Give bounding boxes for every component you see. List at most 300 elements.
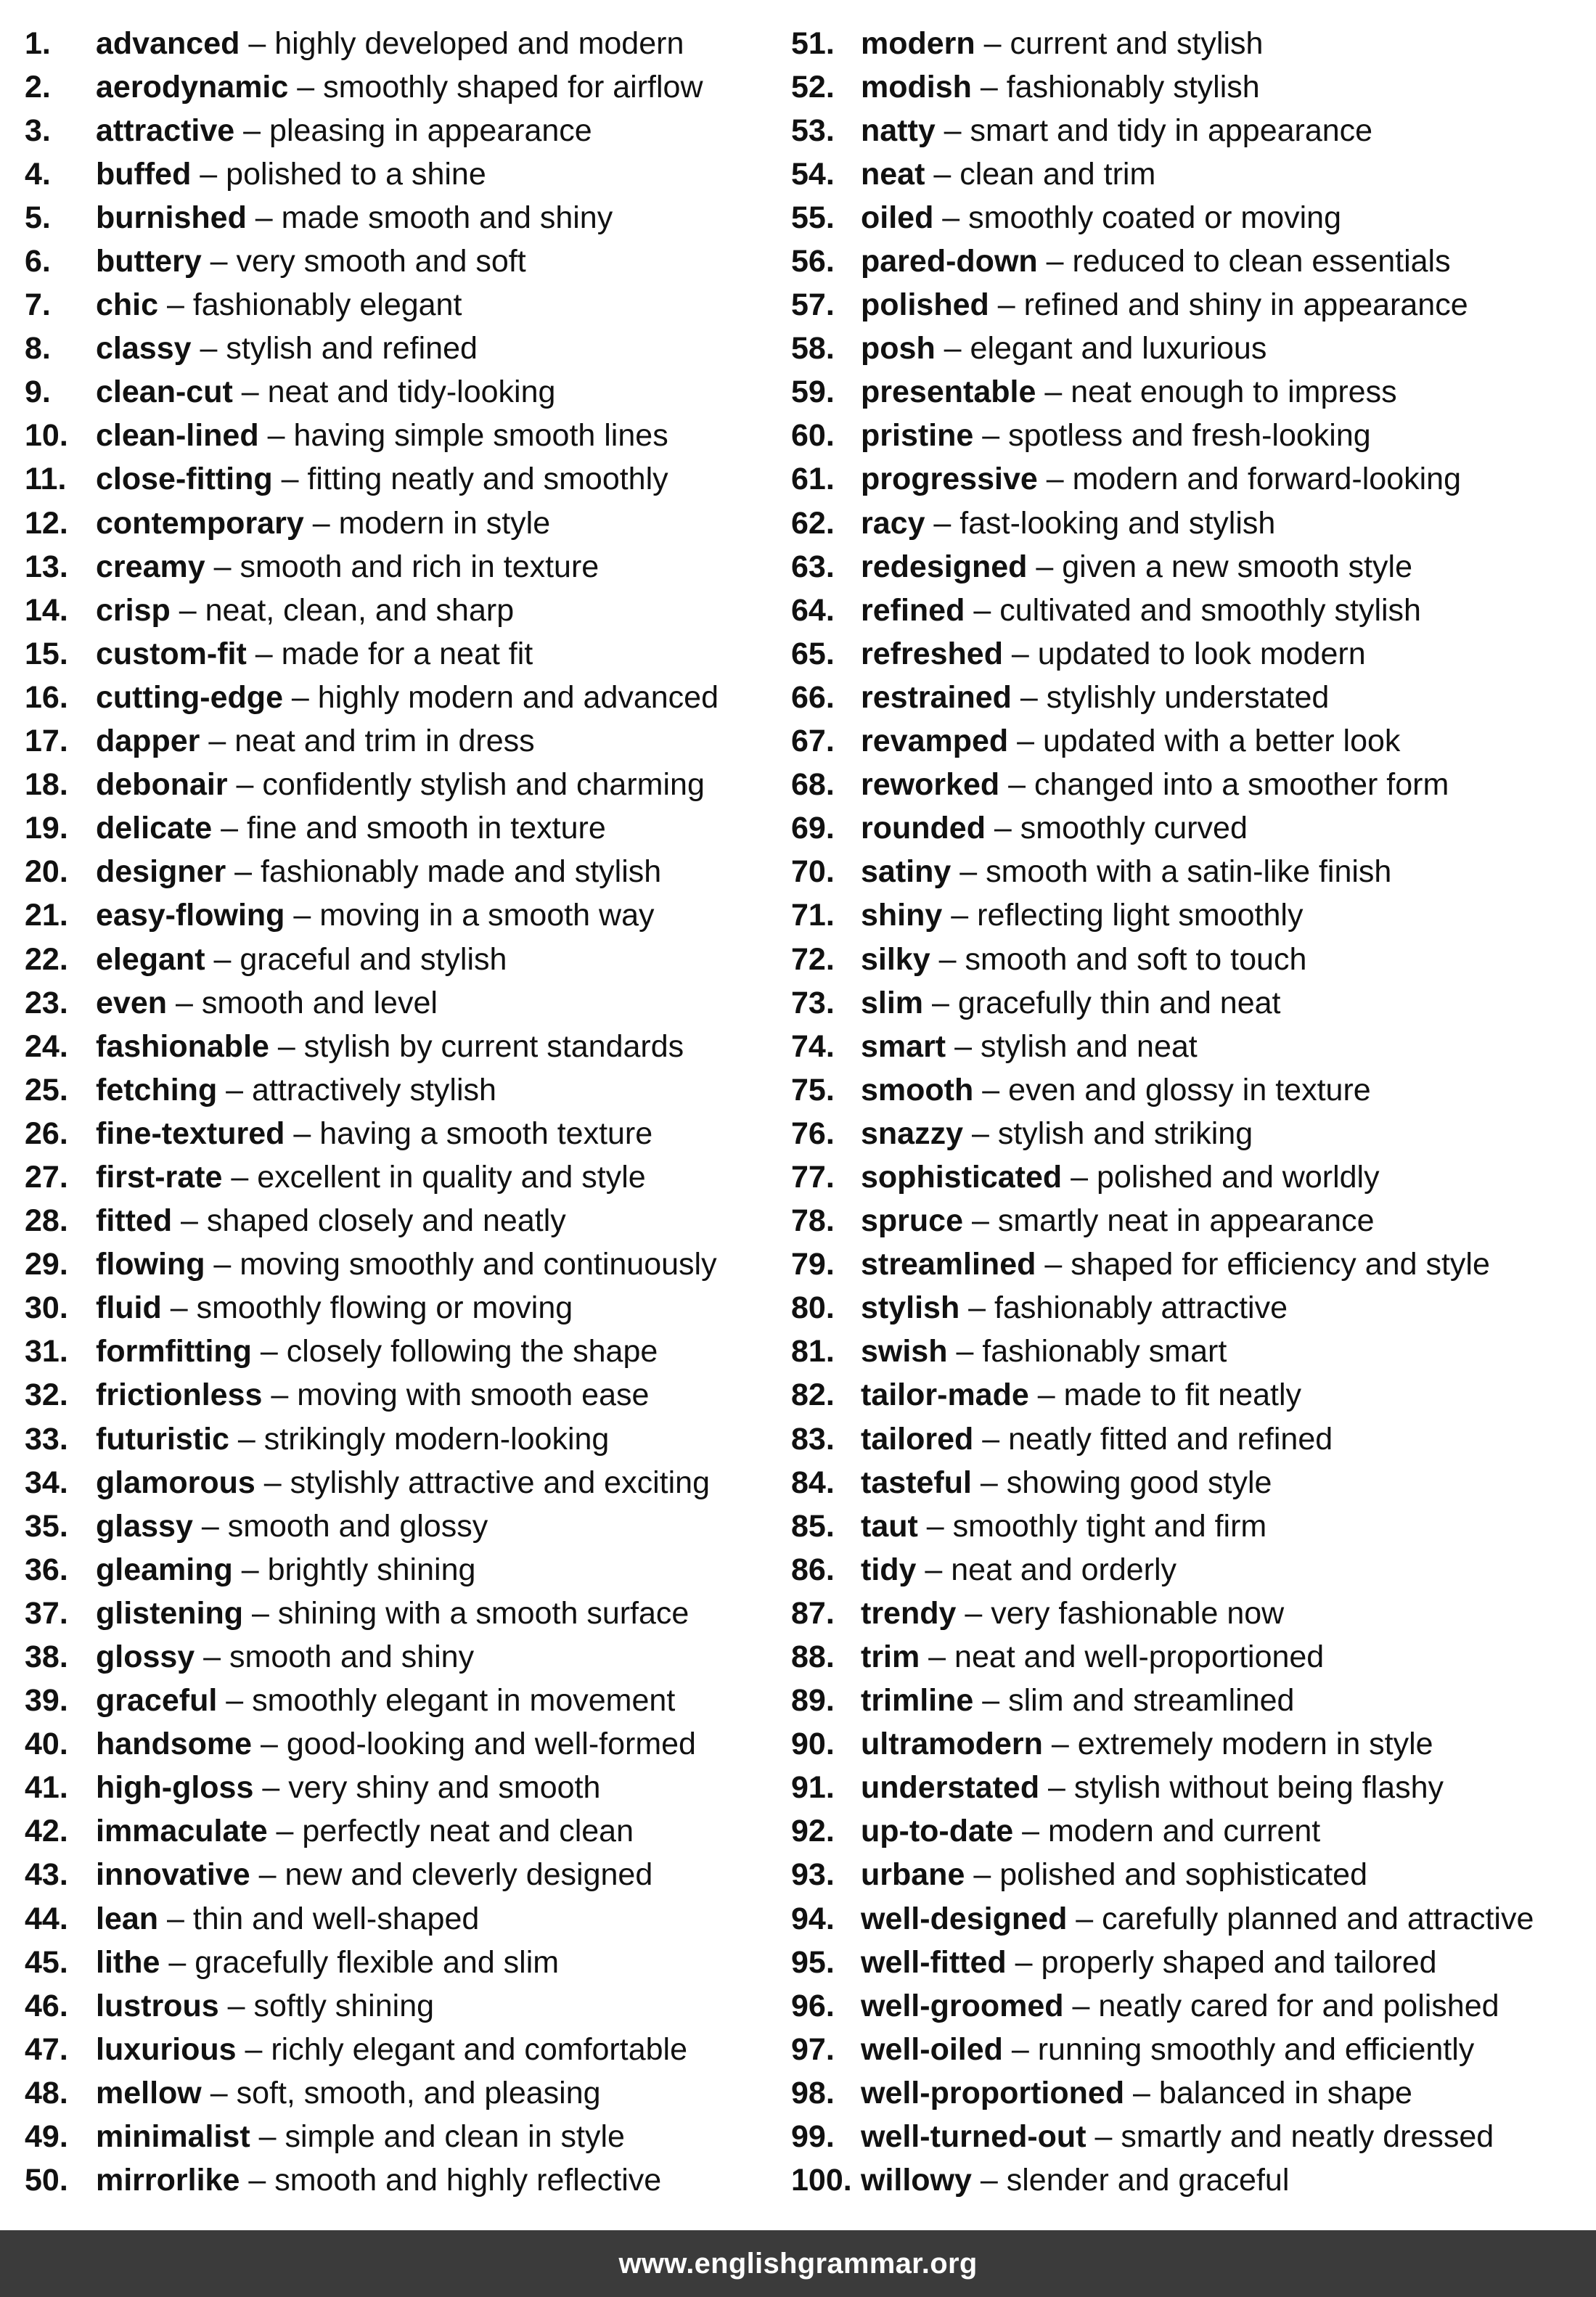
list-item: [791, 720, 1585, 763]
entry-word: tasteful: [861, 1465, 972, 1500]
entry-separator: –: [172, 1203, 207, 1239]
entry-number: 51.: [791, 25, 835, 61]
entry-definition: smooth and highly reflective: [274, 2163, 662, 2198]
entry-word: glassy: [96, 1508, 193, 1544]
entry-word: close-fitting: [96, 462, 273, 497]
entry-word: debonair: [96, 767, 228, 803]
list-item: [25, 1592, 791, 1635]
entry-separator: –: [971, 69, 1007, 105]
list-item: [791, 1155, 1585, 1199]
entry-word: burnished: [96, 200, 247, 235]
list-item: [791, 1548, 1585, 1592]
entry-word: tailored: [861, 1421, 974, 1457]
entry-definition: modern in style: [338, 505, 551, 541]
list-item: [25, 1941, 791, 1984]
list-item: [25, 2159, 791, 2203]
entry-number: 21.: [25, 898, 68, 933]
entry-number: 60.: [791, 418, 835, 454]
list-item: [25, 414, 791, 458]
entry-word: swish: [861, 1334, 948, 1369]
entry-word: modern: [861, 25, 975, 61]
entry-number: 73.: [791, 985, 835, 1020]
entry-word: innovative: [96, 1857, 250, 1893]
entry-number: 84.: [791, 1465, 835, 1500]
entry-number: 62.: [791, 505, 835, 541]
entry-number: 70.: [791, 854, 835, 890]
entry-number: 91.: [791, 1770, 835, 1806]
list-item: [25, 1461, 791, 1504]
entry-word: lean: [96, 1901, 159, 1936]
list-item: [791, 1417, 1585, 1461]
entry-word: ultramodern: [861, 1727, 1043, 1762]
list-item: [791, 239, 1585, 283]
entry-number: 7.: [25, 287, 51, 323]
list-item: [25, 545, 791, 589]
footer-url[interactable]: www.englishgrammar.org: [618, 2247, 978, 2280]
list-item: [25, 1025, 791, 1068]
entry-number: 11.: [25, 462, 67, 497]
entry-definition: shaped closely and neatly: [206, 1203, 566, 1239]
entry-definition: smooth with a satin-like finish: [986, 854, 1392, 890]
entry-definition: changed into a smoother form: [1034, 767, 1449, 803]
entry-definition: very fashionable now: [991, 1595, 1285, 1631]
entry-separator: –: [240, 2163, 275, 2198]
entry-definition: neat and well-proportioned: [954, 1639, 1325, 1675]
entry-separator: –: [212, 811, 247, 846]
entry-definition: simple and clean in style: [285, 2119, 625, 2155]
list-item: [791, 196, 1585, 239]
list-item: [25, 851, 791, 894]
list-item: [791, 632, 1585, 676]
entry-word: classy: [96, 331, 192, 367]
list-item: [791, 1330, 1585, 1374]
entry-definition: updated to look modern: [1037, 636, 1366, 671]
list-item: [25, 2116, 791, 2159]
list-item: [25, 632, 791, 676]
entry-separator: –: [195, 1639, 230, 1675]
entry-definition: moving smoothly and continuously: [240, 1247, 717, 1282]
entry-separator: –: [935, 331, 970, 367]
entry-word: redesigned: [861, 549, 1028, 584]
list-item: [791, 2159, 1585, 2203]
list-item: [791, 807, 1585, 851]
list-item: [25, 2028, 791, 2071]
list-item: [791, 1897, 1585, 1941]
entry-separator: –: [258, 418, 294, 454]
entry-definition: balanced in shape: [1158, 2075, 1412, 2110]
entry-separator: –: [933, 200, 969, 235]
entry-word: lustrous: [96, 1988, 219, 2023]
entry-word: progressive: [861, 462, 1038, 497]
entry-definition: fashionably elegant: [192, 287, 462, 323]
entry-definition: showing good style: [1006, 1465, 1272, 1500]
entry-definition: updated with a better look: [1042, 724, 1401, 759]
list-item: [791, 1374, 1585, 1417]
entry-word: buttery: [96, 244, 202, 279]
entry-word: advanced: [96, 25, 240, 61]
entry-definition: stylish and striking: [997, 1115, 1253, 1151]
entry-number: 5.: [25, 200, 51, 235]
entry-word: chic: [96, 287, 159, 323]
entry-definition: elegant and luxurious: [970, 331, 1267, 367]
entry-number: 74.: [791, 1028, 835, 1064]
entry-number: 16.: [25, 679, 68, 715]
entry-number: 1.: [25, 25, 51, 61]
entry-definition: stylish by current standards: [303, 1028, 684, 1064]
entry-definition: stylishly attractive and exciting: [290, 1465, 710, 1500]
list-item: [791, 2116, 1585, 2159]
list-item: [25, 371, 791, 414]
entry-separator: –: [973, 1072, 1009, 1107]
list-item: [791, 371, 1585, 414]
entry-definition: neatly cared for and polished: [1098, 1988, 1499, 2023]
list-item: [791, 894, 1585, 938]
entry-separator: –: [251, 1334, 287, 1369]
entry-definition: neat, clean, and sharp: [205, 592, 515, 628]
entry-number: 71.: [791, 898, 835, 933]
entry-separator: –: [1013, 1814, 1048, 1849]
entry-number: 12.: [25, 505, 68, 541]
entry-separator: –: [232, 1552, 268, 1587]
list-item: [791, 981, 1585, 1025]
entry-number: 26.: [25, 1115, 68, 1151]
entry-number: 9.: [25, 374, 51, 410]
entry-word: silky: [861, 941, 930, 977]
entry-definition: stylishly understated: [1046, 679, 1330, 715]
entry-number: 56.: [791, 244, 835, 279]
entry-word: frictionless: [96, 1377, 263, 1413]
entry-word: immaculate: [96, 1814, 268, 1849]
entry-separator: –: [192, 1508, 228, 1544]
entry-definition: polished to a shine: [226, 156, 486, 192]
entry-separator: –: [158, 1901, 193, 1936]
entry-definition: attractively stylish: [252, 1072, 496, 1107]
entry-definition: moving with smooth ease: [297, 1377, 650, 1413]
entry-number: 30.: [25, 1290, 68, 1326]
entry-separator: –: [240, 25, 275, 61]
entry-separator: –: [920, 1639, 955, 1675]
entry-number: 20.: [25, 854, 68, 890]
entry-word: snazzy: [861, 1115, 964, 1151]
entry-number: 4.: [25, 156, 51, 192]
list-item: [25, 1548, 791, 1592]
entry-separator: –: [262, 1377, 298, 1413]
entry-word: racy: [861, 505, 925, 541]
entry-definition: softly shining: [253, 1988, 435, 2023]
entry-number: 46.: [25, 1988, 68, 2023]
entry-separator: –: [1006, 1944, 1042, 1980]
entry-number: 18.: [25, 767, 68, 803]
entry-definition: carefully planned and attractive: [1102, 1901, 1534, 1936]
entry-word: tidy: [861, 1552, 917, 1587]
list-item: [25, 1287, 791, 1330]
entry-separator: –: [973, 1421, 1009, 1457]
list-item: [25, 763, 791, 807]
entry-number: 34.: [25, 1465, 68, 1500]
list-item: [25, 1766, 791, 1810]
entry-separator: –: [973, 1683, 1009, 1719]
entry-separator: –: [971, 2163, 1007, 2198]
entry-separator: –: [282, 679, 318, 715]
entry-definition: shaped for efficiency and style: [1071, 1247, 1490, 1282]
entry-word: urbane: [861, 1857, 965, 1893]
list-item: [25, 2071, 791, 2115]
entry-separator: –: [923, 985, 958, 1020]
entry-separator: –: [303, 505, 339, 541]
entry-separator: –: [1002, 636, 1038, 671]
entry-separator: –: [217, 1683, 253, 1719]
entry-word: delicate: [96, 811, 213, 846]
entry-word: refined: [861, 592, 965, 628]
list-item: [791, 284, 1585, 327]
entry-separator: –: [170, 592, 205, 628]
entry-separator: –: [285, 898, 320, 933]
entry-definition: neat and orderly: [951, 1552, 1177, 1587]
entry-separator: –: [947, 1334, 983, 1369]
entry-separator: –: [971, 1465, 1007, 1500]
entry-word: satiny: [861, 854, 952, 890]
entry-word: well-turned-out: [861, 2119, 1086, 2155]
entry-separator: –: [1028, 1377, 1064, 1413]
entry-number: 50.: [25, 2163, 68, 2198]
entry-definition: confidently stylish and charming: [262, 767, 705, 803]
entry-definition: reduced to clean essentials: [1072, 244, 1451, 279]
entry-word: crisp: [96, 592, 171, 628]
list-item: [791, 589, 1585, 632]
entry-separator: –: [246, 636, 282, 671]
entry-definition: fashionably smart: [982, 1334, 1227, 1369]
entry-definition: made for a neat fit: [281, 636, 533, 671]
entry-separator: –: [191, 331, 226, 367]
entry-definition: smooth and shiny: [229, 1639, 475, 1675]
entry-word: oiled: [861, 200, 934, 235]
entry-number: 85.: [791, 1508, 835, 1544]
entry-definition: graceful and stylish: [240, 941, 507, 977]
entry-word: understated: [861, 1770, 1040, 1806]
entry-word: trendy: [861, 1595, 957, 1631]
entry-separator: –: [963, 1115, 998, 1151]
entry-definition: smoothly tight and firm: [952, 1508, 1267, 1544]
list-item: [25, 720, 791, 763]
entry-number: 2.: [25, 69, 51, 105]
list-item: [791, 414, 1585, 458]
entry-word: pristine: [861, 418, 974, 454]
entry-separator: –: [161, 1290, 197, 1326]
list-item: [791, 2028, 1585, 2071]
list-item: [25, 327, 791, 371]
entry-separator: –: [1036, 374, 1071, 410]
entry-definition: made smooth and shiny: [281, 200, 613, 235]
entry-word: well-designed: [861, 1901, 1068, 1936]
entry-definition: richly elegant and comfortable: [271, 2031, 687, 2067]
entry-separator: –: [930, 941, 965, 977]
entry-word: trim: [861, 1639, 920, 1675]
entry-number: 68.: [791, 767, 835, 803]
entry-word: willowy: [861, 2163, 972, 2198]
entry-separator: –: [267, 1814, 303, 1849]
entry-number: 81.: [791, 1334, 835, 1369]
entry-number: 31.: [25, 1334, 68, 1369]
entry-separator: –: [252, 1727, 287, 1762]
entry-word: mirrorlike: [96, 2163, 240, 2198]
entry-definition: fitting neatly and smoothly: [307, 462, 668, 497]
list-item: [791, 676, 1585, 719]
list-item: [25, 1068, 791, 1112]
entry-separator: –: [226, 854, 261, 890]
entry-number: 98.: [791, 2075, 835, 2110]
entry-separator: –: [217, 1072, 253, 1107]
entry-separator: –: [1086, 2119, 1121, 2155]
entry-number: 38.: [25, 1639, 68, 1675]
entry-number: 92.: [791, 1814, 835, 1849]
entry-definition: new and cleverly designed: [285, 1857, 653, 1893]
entry-number: 96.: [791, 1988, 835, 2023]
entry-definition: neatly fitted and refined: [1008, 1421, 1333, 1457]
entry-separator: –: [200, 724, 235, 759]
entry-word: clean-lined: [96, 418, 259, 454]
list-item: [791, 1941, 1585, 1984]
entry-definition: neat and tidy-looking: [267, 374, 556, 410]
entry-separator: –: [942, 898, 978, 933]
entry-word: buffed: [96, 156, 192, 192]
entry-number: 76.: [791, 1115, 835, 1151]
list-item: [791, 327, 1585, 371]
entry-number: 95.: [791, 1944, 835, 1980]
list-item: [25, 152, 791, 196]
list-item: [791, 938, 1585, 981]
entry-word: well-groomed: [861, 1988, 1064, 2023]
entry-number: 33.: [25, 1421, 68, 1457]
entry-number: 14.: [25, 592, 68, 628]
entry-separator: –: [965, 1857, 1000, 1893]
entry-word: rounded: [861, 811, 986, 846]
entry-word: easy-flowing: [96, 898, 285, 933]
entry-word: elegant: [96, 941, 205, 977]
entry-separator: –: [222, 1159, 258, 1195]
word-list-column-right: [791, 22, 1585, 2203]
entry-number: 44.: [25, 1901, 68, 1936]
entry-word: fine-textured: [96, 1115, 285, 1151]
word-list: [25, 22, 1585, 2203]
list-item: [25, 65, 791, 109]
entry-definition: stylish without being flashy: [1073, 1770, 1444, 1806]
list-item: [791, 1461, 1585, 1504]
entry-definition: modern and current: [1047, 1814, 1321, 1849]
entry-word: polished: [861, 287, 989, 323]
entry-separator: –: [218, 1988, 254, 2023]
entry-separator: –: [269, 1028, 304, 1064]
entry-word: stylish: [861, 1290, 960, 1326]
entry-number: 72.: [791, 941, 835, 977]
entry-word: modish: [861, 69, 972, 105]
entry-word: restrained: [861, 679, 1012, 715]
entry-word: well-proportioned: [861, 2075, 1125, 2110]
list-item: [791, 65, 1585, 109]
entry-separator: –: [925, 156, 960, 192]
entry-definition: stylish and neat: [980, 1028, 1198, 1064]
entry-separator: –: [234, 112, 270, 148]
entry-definition: made to fit neatly: [1063, 1377, 1302, 1413]
entry-definition: neat enough to impress: [1071, 374, 1397, 410]
entry-word: creamy: [96, 549, 205, 584]
list-item: [791, 1810, 1585, 1854]
word-list-column-left: [25, 22, 791, 2203]
list-item: [791, 501, 1585, 545]
entry-number: 99.: [791, 2119, 835, 2155]
entry-definition: given a new smooth style: [1062, 549, 1413, 584]
entry-separator: –: [201, 2075, 237, 2110]
entry-definition: smoothly elegant in movement: [252, 1683, 676, 1719]
list-item: [791, 109, 1585, 152]
entry-number: 78.: [791, 1203, 835, 1239]
entry-definition: reflecting light smoothly: [977, 898, 1304, 933]
entry-separator: –: [243, 1595, 278, 1631]
entry-definition: smart and tidy in appearance: [970, 112, 1373, 148]
entry-word: formfitting: [96, 1334, 252, 1369]
list-item: [25, 1635, 791, 1679]
entry-word: custom-fit: [96, 636, 247, 671]
entry-word: streamlined: [861, 1247, 1036, 1282]
entry-number: 94.: [791, 1901, 835, 1936]
entry-definition: fine and smooth in texture: [246, 811, 606, 846]
entry-separator: –: [1039, 1770, 1074, 1806]
entry-separator: –: [158, 287, 193, 323]
entry-word: presentable: [861, 374, 1036, 410]
entry-definition: fast-looking and stylish: [959, 505, 1276, 541]
entry-separator: –: [1027, 549, 1063, 584]
entry-number: 19.: [25, 811, 68, 846]
list-item: [791, 1243, 1585, 1287]
entry-number: 37.: [25, 1595, 68, 1631]
entry-word: futuristic: [96, 1421, 229, 1457]
entry-word: clean-cut: [96, 374, 233, 410]
entry-definition: current and stylish: [1010, 25, 1264, 61]
entry-word: sophisticated: [861, 1159, 1063, 1195]
entry-separator: –: [917, 1508, 953, 1544]
list-item: [791, 1025, 1585, 1068]
entry-definition: stylish and refined: [226, 331, 478, 367]
entry-number: 79.: [791, 1247, 835, 1282]
entry-number: 80.: [791, 1290, 835, 1326]
entry-separator: –: [253, 1770, 289, 1806]
list-item: [791, 1592, 1585, 1635]
entry-word: pared-down: [861, 244, 1038, 279]
entry-separator: –: [246, 200, 282, 235]
list-item: [25, 938, 791, 981]
entry-number: 48.: [25, 2075, 68, 2110]
entry-definition: smoothly curved: [1020, 811, 1248, 846]
entry-definition: clean and trim: [959, 156, 1156, 192]
list-item: [25, 284, 791, 327]
entry-word: glossy: [96, 1639, 195, 1675]
list-item: [25, 1810, 791, 1854]
entry-definition: thin and well-shaped: [192, 1901, 480, 1936]
footer-bar: [0, 2230, 1596, 2297]
entry-number: 28.: [25, 1203, 68, 1239]
entry-separator: –: [946, 1028, 981, 1064]
list-item: [791, 1723, 1585, 1766]
entry-word: lithe: [96, 1944, 160, 1980]
list-item: [791, 763, 1585, 807]
entry-number: 65.: [791, 636, 835, 671]
entry-definition: having a smooth texture: [319, 1115, 653, 1151]
entry-word: fetching: [96, 1072, 218, 1107]
entry-number: 17.: [25, 724, 68, 759]
entry-number: 67.: [791, 724, 835, 759]
entry-separator: –: [1008, 724, 1043, 759]
entry-number: 58.: [791, 331, 835, 367]
entry-number: 32.: [25, 1377, 68, 1413]
